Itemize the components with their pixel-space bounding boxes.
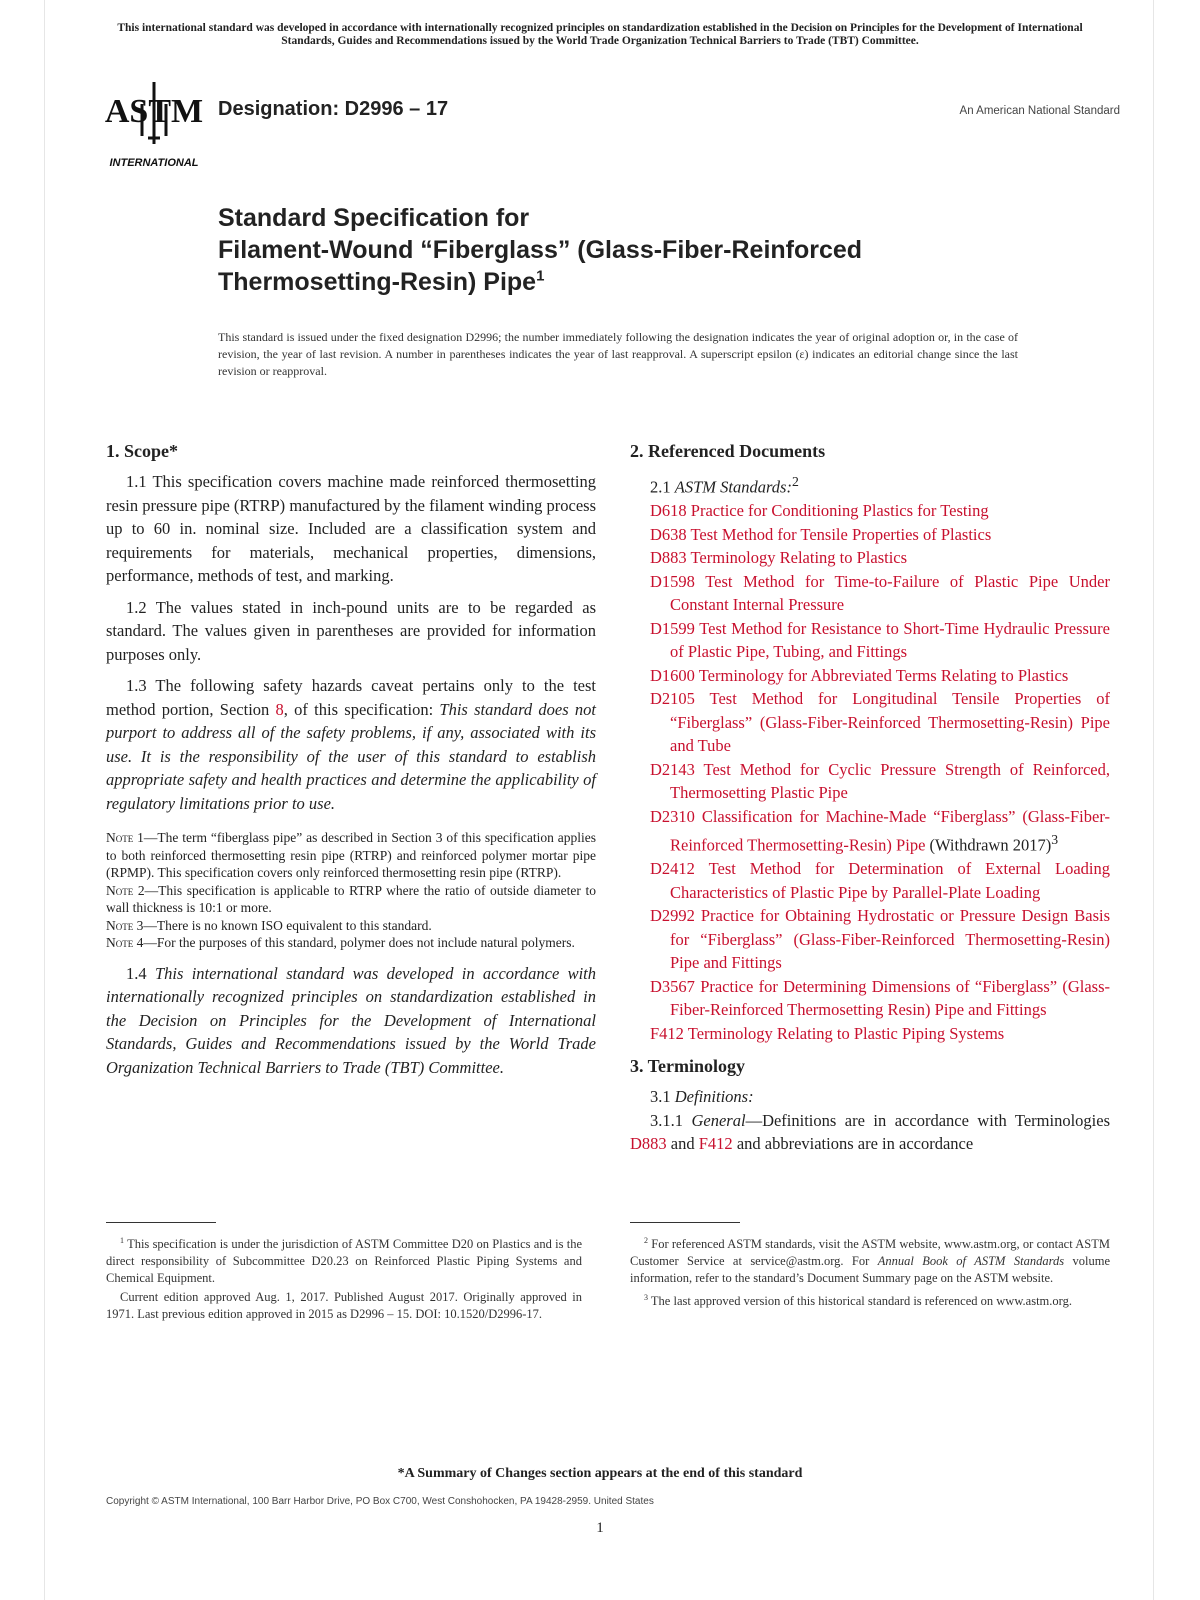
astm-logo: [104, 74, 204, 170]
reference-title[interactable]: Test Method for Tensile Properties of Plastics: [686, 524, 992, 544]
reference-title[interactable]: Test Method for Longitudinal Tensile Properties of “Fiberglass” (Glass-Fiber-Reinforced Thermosetting-Resin) Pipe and Tube: [670, 689, 1110, 755]
reference-item[interactable]: [650, 546, 1110, 570]
reference-code[interactable]: D618: [650, 501, 687, 520]
astm-standards-footnote-mark[interactable]: 2: [791, 474, 799, 489]
title-footnote-mark[interactable]: 1: [536, 267, 545, 285]
title-line-2: Filament-Wound “Fiberglass” (Glass-Fiber-Reinforced: [218, 236, 863, 264]
paragraph-1-2: 1.2 The values stated in inch-pound units are to be regarded as standard. The values given in parentheses are provided for information purposes only.: [106, 597, 596, 664]
reference-code[interactable]: D2412: [650, 859, 695, 878]
footnotes-left: [106, 1232, 582, 1325]
section-heading-terminology: 3. Terminology: [630, 1056, 746, 1076]
reference-title[interactable]: Classification for Machine-Made “Fiberglass” (Glass-Fiber-Reinforced Thermosetting-Resin) Pipe: [670, 806, 1110, 855]
reference-title[interactable]: Terminology Relating to Plastic Piping Systems: [683, 1023, 1005, 1043]
top-notice: This international standard was developed in accordance with internationally recognized principles on standardization established in the Decision on Principles for the Development of International Standards, Guides and Recommendations issued by the World Trade Organization Technical Barriers to Trade (TBT) Committee.: [117, 22, 1083, 47]
reference-item[interactable]: [650, 758, 1110, 805]
reference-item[interactable]: [650, 570, 1110, 617]
footnote-1: $^1$ This specification is under the jurisdiction of ASTM Committee D20 on Plastics and is the direct responsibility of Subcommittee D20.23 on Reinforced Plastic Piping Systems and Chemical Equipment.: [106, 1236, 582, 1286]
reference-code[interactable]: D1600: [650, 665, 695, 685]
footnote-3: $^3$ The last approved version of this historical standard is referenced on www.astm.org.: [644, 1293, 1072, 1309]
paragraph-1-3: 1.3 The following safety hazards caveat pertains only to the test method portion, Section 8, of this specification: This standard does not purport to address all of the safety problems, if any, associated with its use. It is the responsibility of the user of this standard to establish appropriate safety and health practices and determine the applicability of regulatory limitations prior to use.: [106, 676, 596, 813]
reference-title[interactable]: Test Method for Cyclic Pressure Strength of Reinforced, Thermosetting Plastic Pipe: [670, 759, 1110, 802]
reference-item[interactable]: [650, 1022, 1110, 1046]
summary-of-changes-note: *A Summary of Changes section appears at the end of this standard: [397, 1466, 803, 1481]
reference-code[interactable]: F412: [650, 1023, 684, 1043]
note-2: Note 2—This specification is applicable to RTRP where the ratio of outside diameter to wall thickness is 10:1 or more.: [106, 882, 596, 915]
note-3: Note 3—There is no known ISO equivalent to this standard.: [106, 917, 432, 933]
note-1: Note 1—The term “fiberglass pipe” as described in Section 3 of this specification applies to both reinforced thermosetting resin pipe (RTRP) and reinforced polymer mortar pipe (RPMP). This specification covers only reinforced thermosetting resin pipe (RTRP).: [106, 830, 596, 880]
reference-code[interactable]: D638: [650, 524, 687, 544]
reference-title[interactable]: Practice for Determining Dimensions of “Fiberglass” (Glass-Fiber-Reinforced Thermosetting Resin) Pipe and Fittings: [670, 976, 1110, 1019]
section-heading-scope: 1. Scope*: [106, 441, 178, 461]
reference-title[interactable]: Test Method for Determination of External Loading Characteristics of Plastic Pipe by Parallel-Plate Loading: [670, 859, 1110, 902]
footnote-rule-right: [630, 1222, 740, 1223]
referenced-documents-list: [630, 499, 1110, 1045]
reference-code[interactable]: D1599: [650, 618, 695, 638]
reference-code[interactable]: D2105: [650, 689, 695, 708]
notes-block: [106, 829, 596, 952]
right-column: [630, 440, 1110, 1164]
american-national-standard: An American National Standard: [959, 105, 1120, 117]
reference-item[interactable]: [650, 499, 1110, 523]
paragraph-3-1-1: 3.1.1 General—Definitions are in accordance with Terminologies D883 and F412 and abbreviations are in accordance: [630, 1110, 1110, 1153]
reference-item[interactable]: [650, 805, 1110, 858]
f412-link[interactable]: F412: [698, 1134, 733, 1153]
page-number: 1: [596, 1520, 604, 1536]
reference-footnote-mark[interactable]: 3: [1051, 832, 1059, 847]
title-line-1: Standard Specification for: [218, 204, 530, 232]
note-4: Note 4—For the purposes of this standard, polymer does not include natural polymers.: [106, 935, 575, 950]
reference-item[interactable]: [650, 523, 1110, 547]
reference-code[interactable]: D2143: [650, 759, 695, 779]
issue-note: This standard is issued under the fixed designation D2996; the number immediately following the designation indicates the year of original adoption or, in the case of revision, the year of last revision. A number in parentheses indicates the year of last reapproval. A superscript epsilon (ε) indicates an editorial change since the last revision or reapproval.: [218, 330, 1018, 378]
footnote-2: $^2$ For referenced ASTM standards, visit the ASTM website, www.astm.org, or contact ASTM Customer Service at service@astm.org. For Annual Book of ASTM Standards volume information, refer to the standard’s Document Summary page on the ASTM website.: [630, 1236, 1110, 1286]
paragraph-1-4: 1.4 This international standard was developed in accordance with internationally recognized principles on standardization established in the Decision on Principles for the Development of International Standards, Guides and Recommendations issued by the World Trade Organization Technical Barriers to Trade (TBT) Committee.: [106, 963, 597, 1077]
d883-link[interactable]: D883: [630, 1134, 667, 1153]
footnote-rule-left: [106, 1222, 216, 1223]
reference-title[interactable]: Test Method for Resistance to Short-Time Hydraulic Pressure of Plastic Pipe, Tubing, and Fittings: [670, 618, 1110, 661]
reference-code[interactable]: D1598: [650, 571, 695, 591]
footnotes-right: [630, 1232, 1110, 1312]
reference-item[interactable]: [650, 617, 1110, 664]
reference-title[interactable]: Practice for Conditioning Plastics for Testing: [686, 501, 989, 520]
astm-standards-subheading: 2.1 ASTM Standards:$^2$: [650, 474, 799, 497]
definitions-subheading: 3.1 Definitions:: [650, 1087, 754, 1106]
safety-caveat: This standard does not purport to address all of the safety problems, if any, associated with its use. It is the responsibility of the user of this standard to establish appropriate safety and health practices and determine the applicability of regulatory limitations prior to use.: [106, 699, 596, 813]
copyright-line: Copyright © ASTM International, 100 Barr Harbor Drive, PO Box C700, West Conshohocken, PA 19428-2959. United States: [106, 1496, 654, 1507]
reference-code[interactable]: D2992: [650, 906, 695, 925]
reference-item[interactable]: [650, 904, 1110, 975]
reference-title[interactable]: Test Method for Time-to-Failure of Plastic Pipe Under Constant Internal Pressure: [670, 571, 1110, 614]
designation: Designation: D2996 – 17: [218, 98, 449, 120]
reference-item[interactable]: [650, 975, 1110, 1022]
reference-item[interactable]: [650, 664, 1110, 688]
section-8-link[interactable]: 8: [275, 699, 284, 719]
reference-item[interactable]: [650, 687, 1110, 758]
reference-title[interactable]: Practice for Obtaining Hydrostatic or Pressure Design Basis for “Fiberglass” (Glass-Fiber-Reinforced Thermosetting-Resin) Pipe and Fittings: [670, 906, 1110, 972]
reference-withdrawn-note: (Withdrawn 2017): [925, 835, 1052, 855]
reference-title[interactable]: Terminology Relating to Plastics: [686, 548, 908, 567]
reference-code[interactable]: D883: [650, 548, 687, 567]
title-line-3: Thermosetting-Resin) Pipe: [218, 268, 537, 296]
astm-logo-subtext: INTERNATIONAL: [109, 157, 199, 169]
reference-title[interactable]: Terminology for Abbreviated Terms Relating to Plastics: [694, 665, 1069, 685]
paragraph-1-1: 1.1 This specification covers machine made reinforced thermosetting resin pressure pipe (RTRP) manufactured by the filament winding process up to 60 in. nominal size. Included are a classification system and requirements for materials, mechanical properties, dimensions, performance, methods of test, and marking.: [106, 472, 596, 585]
footnote-1-edition: Current edition approved Aug. 1, 2017. Published August 2017. Originally approved in 1971. Last previous edition approved in 2015 as D2996 – 15. DOI: 10.1520/D2996-17.: [106, 1290, 582, 1322]
document-title: [218, 202, 978, 298]
reference-code[interactable]: D3567: [650, 976, 695, 996]
section-heading-referenced-documents: 2. Referenced Documents: [630, 441, 826, 461]
astm-logo-text: ASTM: [104, 93, 204, 130]
left-column: [106, 440, 596, 1087]
reference-item[interactable]: [650, 857, 1110, 904]
reference-code[interactable]: D2310: [650, 806, 695, 826]
